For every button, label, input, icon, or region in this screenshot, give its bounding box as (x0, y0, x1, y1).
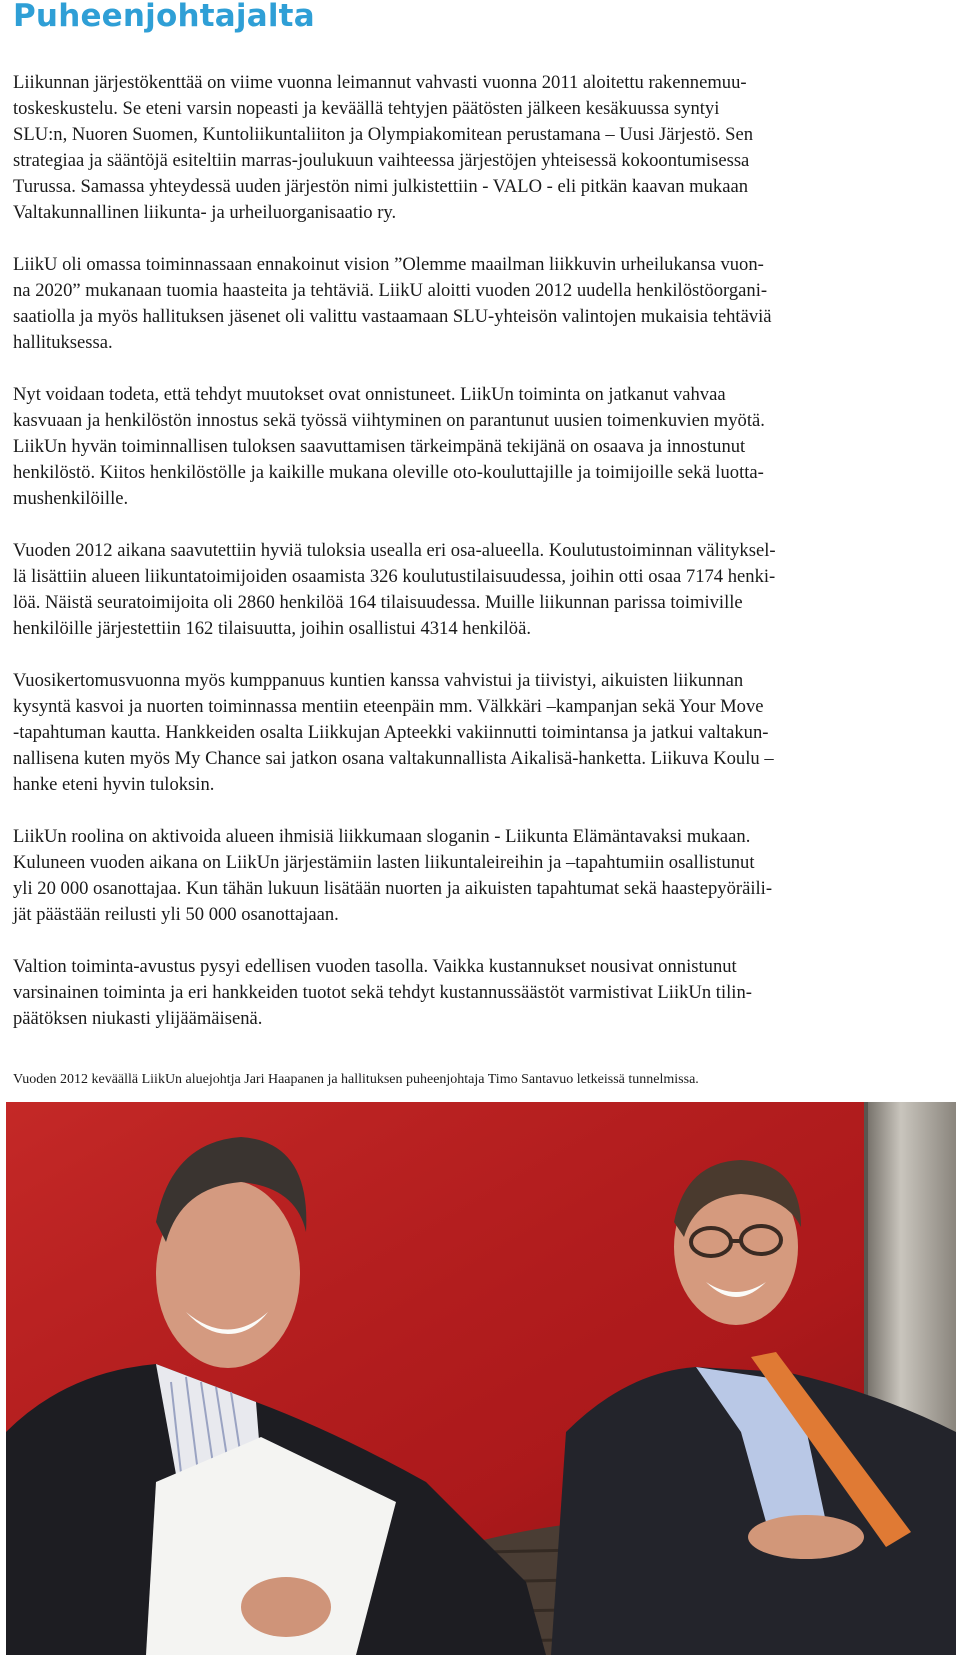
paragraph-line: kasvuaan ja henkilöstön innostus sekä työssä viihtyminen on parantunut uusien toimenkuvien myötä. (13, 410, 765, 431)
paragraph-line: varsinainen toiminta ja eri hankkeiden tuotot sekä tehdyt kustannussäästöt varmistivat LiikUn tilin- (13, 982, 752, 1003)
article-body (13, 70, 918, 1058)
paragraph-line: na 2020” mukanaan tuomia haasteita ja tehtäviä. LiikU aloitti vuoden 2012 uudella henkilöstöorgani- (13, 280, 768, 301)
paragraph-line: Turussa. Samassa yhteydessä uuden järjestön nimi julkistettiin - VALO - eli pitkän kaavan mukaan (13, 176, 749, 197)
paragraph-line: Kuluneen vuoden aikana on LiikUn järjestämiin lasten liikuntaleireihin ja –tapahtumiin osallistunut (13, 852, 755, 873)
paragraph-line: mushenkilöille. (13, 488, 129, 509)
paragraph-line: nallisena kuten myös My Chance sai jatkon osana valtakunnallista Aikalisä-hanketta. Liikuva Koulu – (13, 748, 774, 769)
paragraph-line: LiikU oli omassa toiminnassaan ennakoinut vision ”Olemme maailman liikkuvin urheilukansa vuon- (13, 254, 764, 275)
paragraph (13, 382, 918, 512)
paragraph-line: toskeskustelu. Se eteni varsin nopeasti ja keväällä tehtyjen päätösten jälkeen kesäkuussa syntyi (13, 98, 720, 119)
paragraph-line: Vuoden 2012 aikana saavutettiin hyviä tuloksia usealla eri osa-alueella. Koulutustoiminnan välityksel- (13, 540, 776, 561)
paragraph (13, 824, 918, 928)
paragraph-line: löä. Näistä seuratoimijoita oli 2860 henkilöä 164 tilaisuudessa. Muille liikunnan parissa toimiville (13, 592, 743, 613)
paragraph-line: kysyntä kasvoi ja nuorten toiminnassa mentiin eteenpäin mm. Välkkäri –kampanjan sekä Your Move (13, 696, 764, 717)
paragraph-line: saatiolla ja myös hallituksen jäsenet oli valittu vastaamaan SLU-yhteisön valintojen mukaisia tehtäviä (13, 306, 772, 327)
paragraph-line: Valtakunnallinen liikunta- ja urheiluorganisaatio ry. (13, 202, 397, 223)
paragraph (13, 954, 918, 1032)
paragraph-line: SLU:n, Nuoren Suomen, Kuntoliikuntaliiton ja Olympiakomitean perustamana – Uusi Järjestö. Sen (13, 124, 754, 145)
paragraph-line: henkilöstö. Kiitos henkilöstölle ja kaikille mukana oleville oto-kouluttajille ja toimijoille sekä luotta- (13, 462, 764, 483)
paragraph-line: jät päästään reilusti yli 50 000 osanottajaan. (13, 904, 339, 925)
paragraph-line: yli 20 000 osanottajaa. Kun tähän lukuun lisätään nuorten ja aikuisten tapahtumat sekä haastepyöräili- (13, 878, 773, 899)
paragraph-line: hanke eteni hyvin tuloksin. (13, 774, 215, 795)
paragraph-line: Nyt voidaan todeta, että tehdyt muutokset ovat onnistuneet. LiikUn toiminta on jatkanut vahvaa (13, 384, 726, 405)
paragraph (13, 252, 918, 356)
paragraph-line: lä lisättiin alueen liikuntatoimijoiden osaamista 326 koulutustilaisuudessa, joihin otti osaa 7174 henki- (13, 566, 776, 587)
paragraph-line: strategiaa ja sääntöjä esiteltiin marras-joulukuun vaihteessa järjestöjen yhteisessä kokoontumisessa (13, 150, 750, 171)
photo-two-men-smiling (6, 1102, 956, 1655)
paragraph-line: Liikunnan järjestökenttää on viime vuonna leimannut vahvasti vuonna 2011 aloitettu rakennemuu- (13, 72, 747, 93)
paragraph-line: LiikUn hyvän toiminnallisen tuloksen saavuttamisen tärkeimpänä tekijänä on osaava ja innostunut (13, 436, 746, 457)
paragraph (13, 668, 918, 798)
paragraph-line: henkilöille järjestettiin 162 tilaisuutta, joihin osallistui 4314 henkilöä. (13, 618, 531, 639)
paragraph-line: hallituksessa. (13, 332, 113, 353)
photo-caption: Vuoden 2012 keväällä LiikUn aluejohtja Jari Haapanen ja hallituksen puheenjohtaja Timo Santavuo letkeissä tunnelmissa. (13, 1072, 699, 1087)
paragraph-line: päätöksen niukasti ylijäämäisenä. (13, 1008, 263, 1029)
paragraph-line: Vuosikertomusvuonna myös kumppanuus kuntien kanssa vahvistui ja tiivistyi, aikuisten liikunnan (13, 670, 744, 691)
paragraph-line: -tapahtuman kautta. Hankkeiden osalta Liikkujan Apteekki vakiinnutti toimintansa ja jatkui valtakun- (13, 722, 769, 743)
paragraph (13, 538, 918, 642)
paragraph (13, 70, 918, 226)
paragraph-line: LiikUn roolina on aktivoida alueen ihmisiä liikkumaan sloganin - Liikunta Elämäntavaksi mukaan. (13, 826, 751, 847)
paragraph-line: Valtion toiminta-avustus pysyi edellisen vuoden tasolla. Vaikka kustannukset nousivat onnistunut (13, 956, 737, 977)
page-title: Puheenjohtajalta (13, 0, 315, 34)
